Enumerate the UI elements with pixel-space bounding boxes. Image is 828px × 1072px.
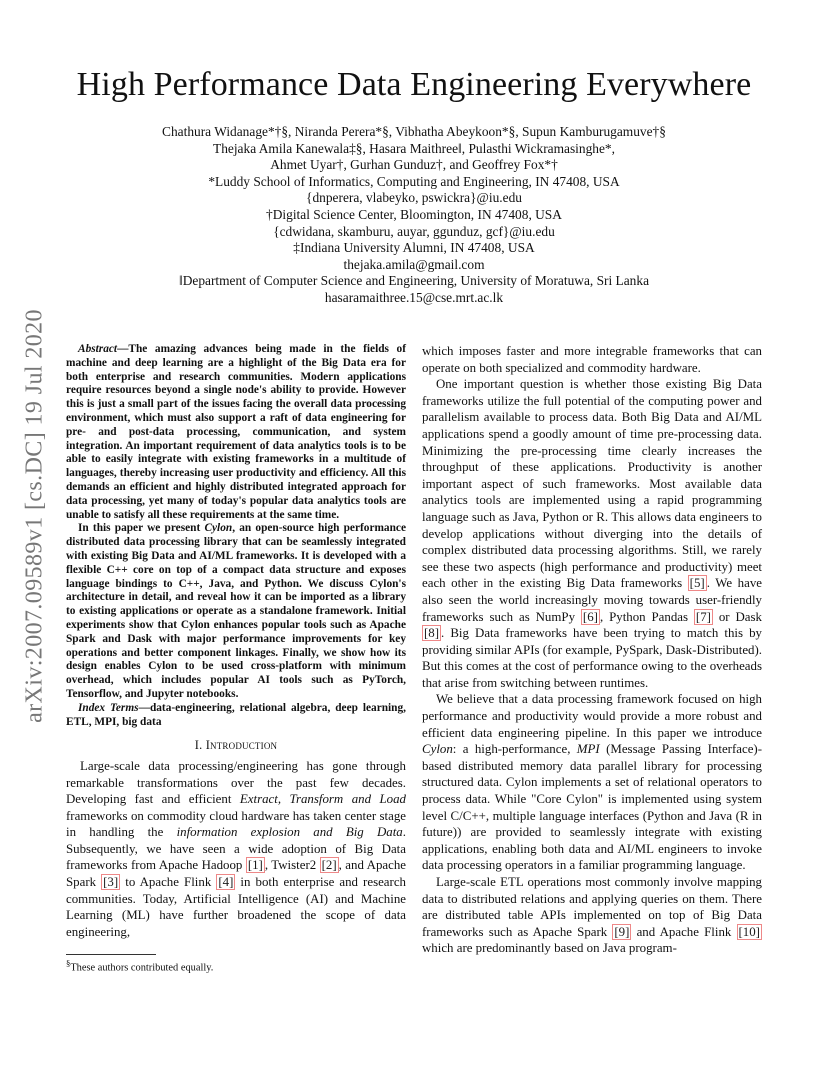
section-heading: I. Introduction: [194, 738, 278, 753]
footnote: [66, 958, 213, 973]
body-paragraph: We believe that a data processing framework focused on high performance and productivity would provide a more robust and efficient data engineering pipeline. In this paper we introduce Cylon: a high-performance, MPI (Message Passing Interface)-based distributed memory data parallel library for processing structured data. Cylon implements a set of relational operators to process data. While "Core Cylon" is implemented using system level C/C++, multiple language interfaces (Python and Java (R in future)) are provided to seamlessly integrate with existing applications, enabling both data and AI/ML engineers to invoke data processing operators in a familiar programming language.: [422, 692, 763, 873]
affiliation-line: ‖Department of Computer Science and Engineering, University of Moratuwa, Sri Lanka: [178, 273, 650, 289]
email-line: hasaramaithree.15@cse.mrt.ac.lk: [324, 289, 504, 305]
author-line: Ahmet Uyar†, Gurhan Gunduz†, and Geoffrey Fox*†: [270, 157, 558, 173]
arxiv-sidebar: [18, 296, 52, 736]
affiliation-line: †Digital Science Center, Bloomington, IN 47408, USA: [266, 206, 562, 222]
body-paragraph: One important question is whether those existing Big Data frameworks utilize the full potential of the computing power and parallelism available to process data. Both Big Data and AI/ML applications spend a goodly amount of time pre-processing data. Minimizing the pre-processing time clearly increases the throughput of these applications. Productivity is another important aspect of such frameworks. Most available data analytics tools are implemented using a rapid programming language such as Java, Python or R. This allows data engineers to develop applications without diverging into the details of complex distributed data processing algorithms. Still, we rarely see these two aspects (high performance and productivity) meet each other in the existing Big Data frameworks [5] . We have also seen the world increasingly moving towards user-friendly frameworks such as NumPy [6] , Python Pandas [7] or Dask [8] . Big Data frameworks have been trying to match this by providing similar APIs (for example, PySpark, Dask-Distributed). But this comes at the cost of performance owing to the overheads that arise from switching between runtimes.: [422, 377, 762, 690]
citation-link[interactable]: [10]: [738, 924, 760, 939]
abstract: [66, 343, 406, 702]
citation-link[interactable]: [5]: [689, 576, 705, 591]
footnote-text: These authors contributed equally.: [70, 962, 214, 974]
body-paragraph: Large-scale ETL operations most commonly involve mapping data to distributed relations and applying queries on them. There are distributed table APIs implemented on top of Big Data frameworks such as Apache Spark [9] and Apache Flink [10] which are predominantly based on Java program-: [422, 875, 762, 956]
email-line: thejaka.amila@gmail.com: [343, 256, 485, 272]
body-paragraph: which imposes faster and more integrable frameworks that can operate on both specialized and commodity hardware.: [422, 344, 762, 375]
email-line: {dnperera, vlabeyko, pswickra}@iu.edu: [306, 190, 522, 206]
right-column: [422, 343, 762, 957]
introduction-text: [66, 758, 406, 941]
citation-link[interactable]: [1]: [247, 858, 263, 873]
index-terms: Index Terms—data-engineering, relational algebra, deep learning, ETL, MPI, big data: [66, 701, 406, 728]
arxiv-identifier: arXiv:2007.09589v1 [cs.DC] 19 Jul 2020: [21, 309, 48, 723]
author-line: Chathura Widanage*†§, Niranda Perera*§, Vibhatha Abeykoon*§, Supun Kamburugamuve†§: [162, 124, 666, 139]
citation-link[interactable]: [7]: [695, 609, 711, 624]
citation-link[interactable]: [8]: [424, 626, 440, 641]
author-line: Thejaka Amila Kanewala‡§, Hasara Maithree‖, Pulasthi Wickramasinghe*,: [213, 140, 615, 156]
left-column: [66, 343, 406, 940]
body-paragraph: Large-scale data processing/engineering has gone through remarkable transformations over the past few decades. Developing fast and efficient Extract, Transform and Load frameworks on commodity cloud hardware has taken center stage in handling the information explosion and Big Data. Subsequently, we have seen a wide adoption of Big Data frameworks from Apache Hadoop [1] , Twister2 [2] , and Apache Spark [3] to Apache Flink [4] in both enterprise and research communities. Today, Artificial Intelligence (AI) and Machine Learning (ML) have further broadened the scope of data engineering,: [66, 758, 407, 939]
author-block: [100, 124, 728, 307]
abstract-label: Abstract: [78, 343, 118, 355]
affiliation-line: *Luddy School of Informatics, Computing and Engineering, IN 47408, USA: [208, 173, 620, 189]
abstract-paragraph: Abstract—The amazing advances being made in the fields of machine and deep learning are a highlight of the Big Data era for both enterprise and research communities. Modern applications require resources beyond a single node's ability to provide. However this is just a small part of the issues facing the overall data processing environment, which must also support a raft of data engineering for pre- and post-data processing, communication, and system integration. An important requirement of data analytics tools is to be able to easily integrate with existing frameworks in a multitude of languages, thereby increasing user productivity and efficiency. All this demands an efficient and highly distributed integrated approach for data processing, yet many of today's popular data analytics tools are unable to satisfy all these requirements at the same time.: [66, 343, 406, 521]
footnote-mark: §: [66, 958, 71, 968]
footnote-rule: [66, 954, 156, 955]
citation-link[interactable]: [2]: [321, 858, 337, 873]
citation-link[interactable]: [3]: [103, 875, 119, 890]
citation-link[interactable]: [9]: [614, 924, 630, 939]
email-line: {cdwidana, skamburu, auyar, ggunduz, gcf}@iu.edu: [273, 223, 555, 239]
abstract-paragraph: In this paper we present Cylon, an open-source high performance distributed data processing library that can be seamlessly integrated with existing Big Data and AI/ML frameworks. It is developed with a flexible C++ core on top of a compact data structure and exposes language bindings to C++, Java, and Python. We discuss Cylon's architecture in detail, and reveal how it can be imported as a library to existing applications or operate as a standalone framework. Initial experiments show that Cylon enhances popular tools such as Apache Spark and Dask with major performance improvements for key operations and better component linkages. Finally, we show how its design enables Cylon to be used cross-platform with minimum overhead, which includes popular AI tools such as PyTorch, Tensorflow, and Jupyter notebooks.: [66, 522, 406, 700]
affiliation-line: ‡Indiana University Alumni, IN 47408, USA: [293, 240, 535, 256]
citation-link[interactable]: [4]: [218, 875, 234, 890]
paper-title: High Performance Data Engineering Everywhere: [76, 66, 752, 103]
citation-link[interactable]: [6]: [582, 609, 598, 624]
index-terms-label: Index Terms: [78, 701, 139, 714]
